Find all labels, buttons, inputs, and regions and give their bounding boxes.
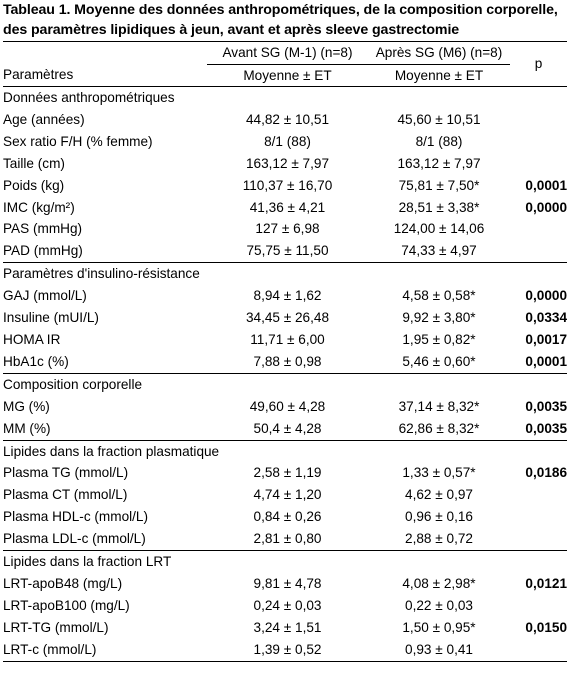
- row-after-value: 5,46 ± 0,60*: [368, 351, 510, 373]
- row-after-value: 124,00 ± 14,06: [393, 221, 485, 237]
- row-param: HOMA IR: [3, 331, 61, 347]
- row-p-value: 0,0186: [525, 465, 567, 481]
- header-p: p: [510, 42, 567, 87]
- header-row-sub: [3, 64, 567, 87]
- row-p-value: [510, 218, 567, 240]
- section-header-row: [3, 373, 567, 395]
- row-param: Plasma HDL-c (mmol/L): [3, 509, 149, 525]
- row-before-value: 2,81 ± 0,80: [207, 528, 368, 550]
- row-after-value: 37,14 ± 8,32*: [398, 398, 480, 414]
- row-p-value: [510, 484, 567, 506]
- row-param: Taille (cm): [3, 155, 65, 171]
- row-param: IMC (kg/m²): [3, 199, 75, 215]
- row-before-value: 0,24 ± 0,03: [253, 597, 322, 613]
- row-after-value: 1,50 ± 0,95*: [402, 619, 476, 635]
- row-before-value: 7,88 ± 0,98: [207, 351, 368, 373]
- header-row-groups: [3, 42, 567, 65]
- row-before-value: 41,36 ± 4,21: [249, 199, 326, 215]
- table-row: [3, 175, 567, 197]
- table-body: [3, 42, 567, 662]
- table-row: [3, 218, 567, 240]
- row-after-value: 4,62 ± 0,97: [405, 487, 473, 503]
- row-before-value: 44,82 ± 10,51: [245, 111, 330, 127]
- row-before-value: 110,37 ± 16,70: [242, 177, 333, 193]
- row-p-value: [510, 153, 567, 175]
- row-before-value: 34,45 ± 26,48: [245, 310, 330, 326]
- section-title: Lipides dans la fraction plasmatique: [3, 443, 220, 459]
- header-before: Avant SG (M-1) (n=8): [207, 42, 368, 65]
- row-after-value: 4,08 ± 2,98*: [402, 575, 476, 591]
- row-param: Poids (kg): [3, 177, 65, 193]
- table-row: [3, 573, 567, 595]
- row-before-value: 50,4 ± 4,28: [207, 418, 368, 440]
- row-after-value: 1,33 ± 0,57*: [402, 465, 476, 481]
- row-param: GAJ (mmol/L): [3, 288, 87, 304]
- row-before-value: 0,84 ± 0,26: [253, 509, 322, 525]
- row-param: Insuline (mUI/L): [3, 310, 99, 326]
- table-row: [3, 329, 567, 351]
- table-row: [3, 240, 567, 262]
- header-sub-after: Moyenne ± ET: [368, 64, 510, 87]
- table-row: [3, 528, 567, 550]
- row-p-value: [510, 595, 567, 617]
- row-param: LRT-TG (mmol/L): [3, 619, 109, 635]
- row-param: Sex ratio F/H (% femme): [3, 133, 153, 149]
- row-after-value: 0,22 ± 0,03: [405, 597, 473, 613]
- table-title: Tableau 1. Moyenne des données anthropométriques, de la composition corporelle, des paramètres lipidiques à jeun, avant et après sleeve gastrectomie: [3, 2, 558, 38]
- row-before-value: 9,81 ± 4,78: [253, 575, 322, 591]
- row-after-value: 1,95 ± 0,82*: [402, 331, 476, 347]
- row-param: HbA1c (%): [3, 351, 207, 373]
- row-p-value: 0,0000: [525, 288, 567, 304]
- table-row: [3, 396, 567, 418]
- table-row: [3, 131, 567, 153]
- table-row: [3, 109, 567, 131]
- header-sub-before: Moyenne ± ET: [207, 64, 368, 87]
- section-title: Paramètres d'insulino-résistance: [3, 266, 200, 282]
- row-before-value: 2,58 ± 1,19: [253, 465, 322, 481]
- row-before-value: 127 ± 6,98: [255, 221, 320, 237]
- table-row: [3, 617, 567, 639]
- header-after: Après SG (M6) (n=8): [368, 42, 510, 65]
- row-param: PAS (mmHg): [3, 221, 83, 237]
- row-p-value: 0,0001: [510, 351, 567, 373]
- row-p-value: [510, 109, 567, 131]
- row-after-value: 8/1 (88): [415, 133, 463, 149]
- row-before-value: 75,75 ± 11,50: [207, 240, 368, 262]
- table-row: [3, 285, 567, 307]
- row-param: LRT-apoB48 (mg/L): [3, 575, 123, 591]
- section-title: Lipides dans la fraction LRT: [3, 554, 172, 570]
- row-before-value: 11,71 ± 6,00: [250, 331, 325, 347]
- row-after-value: 4,58 ± 0,58*: [402, 288, 476, 304]
- row-after-value: 0,96 ± 0,16: [405, 509, 473, 525]
- row-p-value: [510, 240, 567, 262]
- row-before-value: 8/1 (88): [264, 133, 311, 149]
- row-after-value: 45,60 ± 10,51: [397, 111, 481, 127]
- table-row: [3, 484, 567, 506]
- row-before-value: 1,39 ± 0,52: [207, 639, 368, 661]
- row-before-value: 3,24 ± 1,51: [253, 619, 322, 635]
- section-header-row: [3, 87, 567, 109]
- row-before-value: 49,60 ± 4,28: [249, 398, 326, 414]
- row-p-value: 0,0334: [525, 310, 567, 326]
- row-param: Plasma TG (mmol/L): [3, 465, 129, 481]
- table-row: [3, 307, 567, 329]
- header-empty-cell: [3, 42, 207, 65]
- table-row: [3, 506, 567, 528]
- row-p-value: [510, 506, 567, 528]
- row-before-value: 163,12 ± 7,97: [245, 155, 330, 171]
- row-param: Plasma CT (mmol/L): [3, 487, 128, 503]
- row-param: LRT-apoB100 (mg/L): [3, 597, 130, 613]
- row-after-value: 9,92 ± 3,80*: [402, 310, 476, 326]
- row-after-value: 75,81 ± 7,50*: [398, 177, 480, 193]
- section-title: Données anthropométriques: [3, 90, 175, 105]
- row-after-value: 2,88 ± 0,72: [368, 528, 510, 550]
- row-after-value: 0,93 ± 0,41: [368, 639, 510, 661]
- table-row: [3, 639, 567, 661]
- row-param: Age (années): [3, 111, 85, 127]
- row-param: Plasma LDL-c (mmol/L): [3, 528, 207, 550]
- row-p-value: [510, 131, 567, 153]
- row-p-value: 0,0001: [525, 177, 567, 193]
- row-param: PAD (mmHg): [3, 240, 207, 262]
- section-header-row: [3, 440, 567, 462]
- row-p-value: [510, 639, 567, 661]
- header-params: Paramètres: [3, 64, 207, 87]
- table-row: [3, 197, 567, 219]
- row-param: MG (%): [3, 398, 50, 414]
- row-after-value: 163,12 ± 7,97: [397, 155, 481, 171]
- table-row: [3, 153, 567, 175]
- row-after-value: 28,51 ± 3,38*: [398, 199, 480, 215]
- section-title: Composition corporelle: [3, 376, 143, 392]
- row-param: MM (%): [3, 418, 207, 440]
- table-row: [3, 595, 567, 617]
- table-row: [3, 351, 567, 373]
- table-row: [3, 418, 567, 440]
- row-p-value: 0,0150: [525, 619, 567, 635]
- row-after-value: 62,86 ± 8,32*: [368, 418, 510, 440]
- row-p-value: [510, 528, 567, 550]
- row-param: LRT-c (mmol/L): [3, 639, 207, 661]
- row-p-value: 0,0035: [510, 418, 567, 440]
- table-row: [3, 462, 567, 484]
- section-header-row: [3, 551, 567, 573]
- row-before-value: 8,94 ± 1,62: [253, 288, 322, 304]
- section-header-row: [3, 263, 567, 285]
- row-p-value: 0,0000: [525, 199, 567, 215]
- row-p-value: 0,0121: [525, 575, 567, 591]
- row-after-value: 74,33 ± 4,97: [368, 240, 510, 262]
- row-p-value: 0,0035: [525, 398, 567, 414]
- results-table: [3, 41, 567, 662]
- row-p-value: 0,0017: [525, 331, 567, 347]
- row-before-value: 4,74 ± 1,20: [253, 487, 322, 503]
